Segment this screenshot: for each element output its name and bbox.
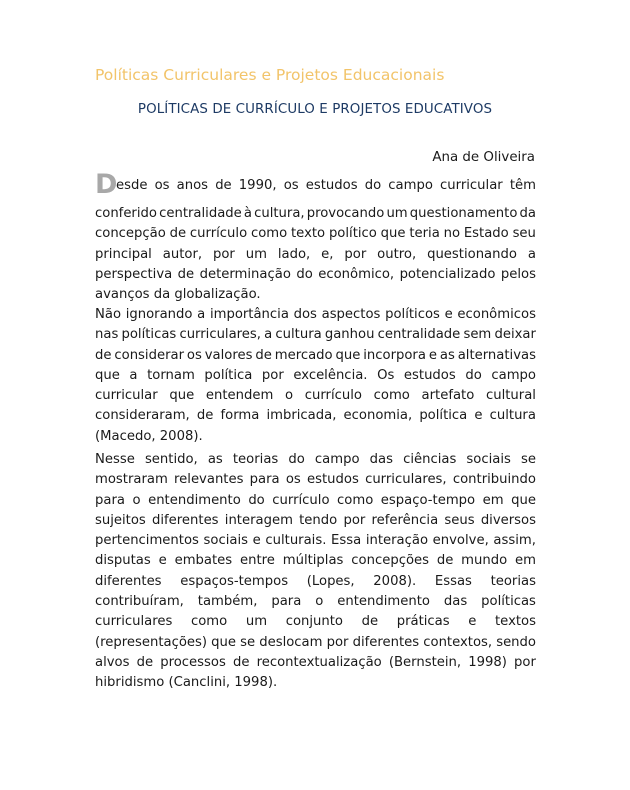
opening-line-text: esde os anos de 1990, os estudos do campo curricular têm (116, 178, 536, 193)
paragraph-line: pertencimentos sociais e culturais. Essa interação envolve, assim, (95, 533, 536, 549)
paragraph-line: concepção de currículo como texto político que teria no Estado seu (95, 226, 536, 242)
paragraph-line: curriculares como um conjunto de práticas e textos (95, 614, 536, 630)
paragraph-line: que a tornam política por excelência. Os estudos do campo (95, 367, 536, 383)
paragraph-line: mostraram relevantes para os estudos curriculares, contribuindo (95, 472, 536, 488)
article-title: POLÍTICAS DE CURRÍCULO E PROJETOS EDUCATIVOS (137, 102, 493, 117)
paragraph-line: diferentes espaços-tempos (Lopes, 2008). Essas teorias (95, 573, 536, 589)
paragraph-line: disputas e embates entre múltiplas concepções de mundo em (95, 553, 536, 569)
paragraph-line: sujeitos diferentes interagem tendo por referência seus diversos (95, 512, 536, 528)
paragraph-line: Nesse sentido, as teorias do campo das ciências sociais se (95, 452, 536, 467)
paragraph-line: avanços da globalização. (95, 287, 261, 303)
opening-line (95, 170, 536, 200)
paragraph-line: (representações) que se deslocam por diferentes contextos, sendo (95, 634, 536, 650)
paragraph-line: perspectiva de determinação do econômico, potencializado pelos (95, 266, 536, 282)
author-name: Ana de Oliveira (432, 150, 535, 165)
paragraph-line: consideraram, de forma imbricada, economia, política e cultura (95, 408, 536, 424)
running-title: Políticas Curriculares e Projetos Educacionais (95, 66, 445, 84)
paragraph-1 (95, 204, 536, 305)
paragraph-line: hibridismo (Canclini, 1998). (95, 675, 278, 691)
paragraph-line: contribuíram, também, para o entendimento das políticas (95, 594, 536, 610)
paragraph-line: conferido centralidade à cultura, provocando um questionamento da (95, 206, 536, 221)
paragraph-line: curricular que entendem o currículo como artefato cultural (95, 388, 536, 404)
paragraph-line: (Macedo, 2008). (95, 428, 203, 444)
paragraph-2 (95, 305, 536, 447)
paragraph-line: para o entendimento do currículo como espaço-tempo em que (95, 492, 536, 508)
paragraph-line: alvos de processos de recontextualização (Bernstein, 1998) por (95, 654, 536, 670)
paragraph-line: nas políticas curriculares, a cultura ganhou centralidade sem deixar (95, 327, 536, 343)
paragraph-3 (95, 450, 536, 694)
paragraph-line: principal autor, por um lado, e, por outro, questionando a (95, 246, 536, 262)
paragraph-line: de considerar os valores de mercado que incorpora e as alternativas (95, 347, 536, 363)
drop-cap: D (95, 169, 118, 200)
paragraph-line: Não ignorando a importância dos aspectos políticos e econômicos (95, 307, 536, 322)
